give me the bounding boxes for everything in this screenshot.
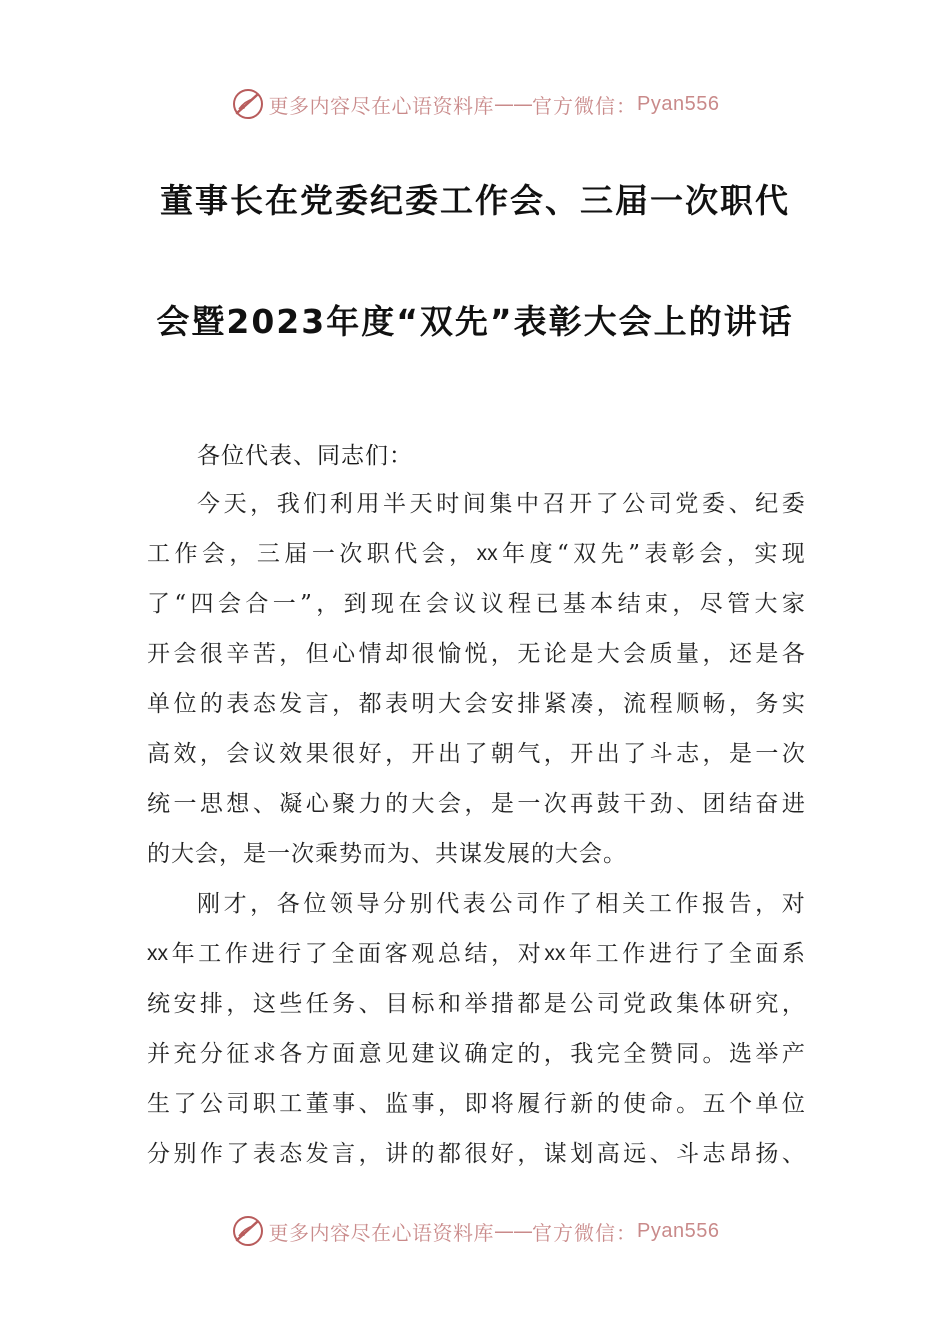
body-line: 刚 才 ， 各 位 领 导 分 别 代 表 公 司 作 了 相 关 工 作 报 告 ， 对 (197, 891, 805, 917)
footer-watermark (0, 1211, 950, 1251)
watermark-id: Pyan556 (637, 92, 720, 115)
page-title-line-1: 董事长在党委纪委工作会、三届一次职代 (160, 181, 790, 220)
watermark-label: 官方微信： (532, 1220, 638, 1245)
page-title-line-2: 会暨2023年度“双先”表彰大会上的讲话 (156, 302, 794, 341)
body-line: 今 天 ， 我 们 利 用 半 天 时 间 集 中 召 开 了 公 司 党 委 、 纪 委 (197, 491, 805, 517)
watermark-id: Pyan556 (637, 1219, 720, 1242)
body-line: 的大会，是一次乘势而为、共谋发展的大会。 (147, 841, 627, 867)
body-line: 并 充 分 征 求 各 方 面 意 见 建 议 确 定 的 ， 我 完 全 赞 同 。 选 举 产 (147, 1041, 805, 1067)
body-line: 高 效 ， 会 议 效 果 很 好 ， 开 出 了 朝 气 ， 开 出 了 斗 志 ， 是 一 次 (147, 741, 805, 767)
header-watermark (0, 84, 950, 124)
pen-logo-icon (231, 1214, 265, 1248)
watermark-text: 更多内容尽在心语资料库 (268, 1220, 495, 1245)
body-line: 开 会 很 辛 苦 ， 但 心 情 却 很 愉 悦 ， 无 论 是 大 会 质 量 ， 还 是 各 (147, 641, 805, 667)
watermark-dash: —— (494, 1219, 533, 1243)
body-line: 统 一 思 想 、 凝 心 聚 力 的 大 会 ， 是 一 次 再 鼓 干 劲 、 团 结 奋 进 (147, 791, 805, 817)
pen-logo-icon (231, 87, 265, 121)
body-line: 工 作 会 ， 三 届 一 次 职 代 会 ， xx 年 度 “ 双 先 ” 表 彰 会 ， 实 现 (147, 541, 805, 567)
watermark-dash: —— (494, 92, 533, 116)
body-line: 生 了 公 司 职 工 董 事 、 监 事 ， 即 将 履 行 新 的 使 命 。 五 个 单 位 (147, 1091, 805, 1117)
body-line: 统 安 排 ， 这 些 任 务 、 目 标 和 举 措 都 是 公 司 党 政 集 体 研 究 ， (147, 991, 805, 1017)
watermark-label: 官方微信： (532, 93, 638, 118)
salutation: 各位代表、同志们： (197, 443, 413, 469)
body-line: xx 年 工 作 进 行 了 全 面 客 观 总 结 ， 对 xx 年 工 作 进 行 了 全 面 系 (147, 941, 805, 967)
body-line: 了 “ 四 会 合 一 ” ， 到 现 在 会 议 议 程 已 基 本 结 束 ， 尽 管 大 家 (147, 591, 805, 617)
body-line: 分 别 作 了 表 态 发 言 ， 讲 的 都 很 好 ， 谋 划 高 远 、 斗 志 昂 扬 、 (147, 1141, 805, 1167)
watermark-text: 更多内容尽在心语资料库 (268, 93, 495, 118)
body-line: 单 位 的 表 态 发 言 ， 都 表 明 大 会 安 排 紧 凑 ， 流 程 顺 畅 ， 务 实 (147, 691, 805, 717)
